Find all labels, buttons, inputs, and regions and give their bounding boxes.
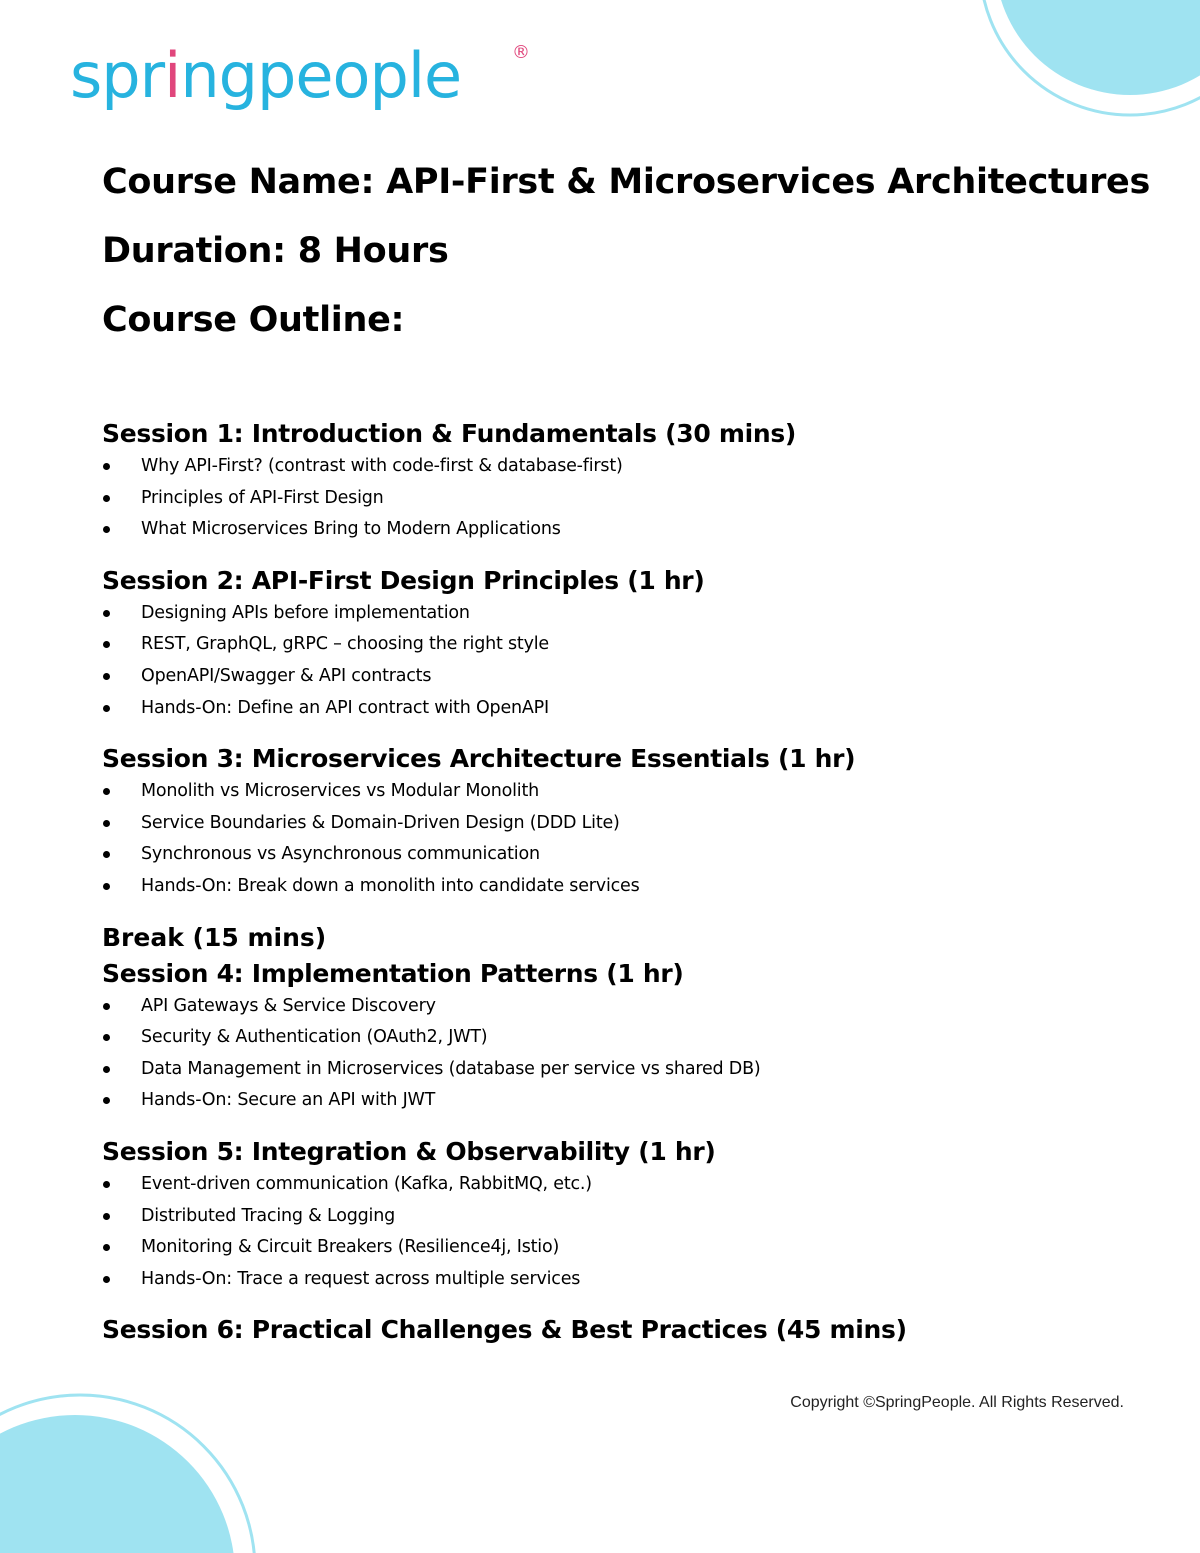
course-header <box>102 160 1151 367</box>
list-item: Hands-On: Trace a request across multiple services <box>102 1264 1102 1296</box>
bullet-icon <box>103 1244 110 1251</box>
session-4 <box>102 957 1102 1117</box>
bullet-icon <box>103 526 110 533</box>
session-topics <box>102 776 1102 902</box>
list-item: Security & Authentication (OAuth2, JWT) <box>102 1022 1102 1054</box>
list-item: Hands-On: Define an API contract with OpenAPI <box>102 693 1102 725</box>
bullet-icon <box>103 673 110 680</box>
session-6 <box>102 1313 1102 1347</box>
bullet-icon <box>103 610 110 617</box>
session-title: Session 4: Implementation Patterns (1 hr) <box>102 958 684 988</box>
session-3 <box>102 742 1102 902</box>
bullet-icon <box>103 1097 110 1104</box>
copyright-notice: Copyright ©SpringPeople. All Rights Reserved. <box>790 1394 1124 1411</box>
bullet-icon <box>103 495 110 502</box>
bullet-icon <box>103 641 110 648</box>
course-duration: Duration: 8 Hours <box>102 231 449 271</box>
bullet-icon <box>103 1003 110 1010</box>
bullet-icon <box>103 820 110 827</box>
list-item: Principles of API-First Design <box>102 483 1102 515</box>
session-topics <box>102 1169 1102 1295</box>
list-item: Synchronous vs Asynchronous communication <box>102 839 1102 871</box>
decorative-circle-bottom-left <box>0 1385 260 1553</box>
session-title: Session 3: Microservices Architecture Essentials (1 hr) <box>102 744 856 774</box>
session-title: Session 6: Practical Challenges & Best Practices (45 mins) <box>102 1315 907 1345</box>
session-title: Session 5: Integration & Observability (1 hr) <box>102 1136 716 1166</box>
list-item: Monolith vs Microservices vs Modular Monolith <box>102 776 1102 808</box>
list-item: Data Management in Microservices (database per service vs shared DB) <box>102 1054 1102 1086</box>
springpeople-logo <box>70 36 530 116</box>
list-item: Service Boundaries & Domain-Driven Design (DDD Lite) <box>102 808 1102 840</box>
session-1 <box>102 417 1102 546</box>
bullet-icon <box>103 788 110 795</box>
logo-wordmark: springpeople <box>70 39 462 112</box>
course-outline-heading: Course Outline: <box>102 300 405 340</box>
session-title: Session 1: Introduction & Fundamentals (30 mins) <box>102 419 797 448</box>
list-item: Designing APIs before implementation <box>102 598 1102 630</box>
session-5 <box>102 1135 1102 1295</box>
list-item: Event-driven communication (Kafka, RabbitMQ, etc.) <box>102 1169 1102 1201</box>
list-item: Hands-On: Break down a monolith into candidate services <box>102 871 1102 903</box>
break-label: Break (15 mins) <box>102 922 327 952</box>
bullet-icon <box>103 1034 110 1041</box>
list-item: Distributed Tracing & Logging <box>102 1201 1102 1233</box>
bullet-icon <box>103 1181 110 1188</box>
bullet-icon <box>103 883 110 890</box>
session-title: Session 2: API-First Design Principles (1 hr) <box>102 565 705 595</box>
bullet-icon <box>103 705 110 712</box>
session-topics <box>102 598 1102 724</box>
list-item: API Gateways & Service Discovery <box>102 991 1102 1023</box>
session-topics <box>102 991 1102 1117</box>
bullet-icon <box>103 851 110 858</box>
course-name: Course Name: API-First & Microservices Architectures <box>102 162 1151 202</box>
course-outline <box>102 417 1102 1347</box>
list-item: OpenAPI/Swagger & API contracts <box>102 661 1102 693</box>
list-item: What Microservices Bring to Modern Applications <box>102 514 1102 546</box>
bullet-icon <box>103 1213 110 1220</box>
bullet-icon <box>103 1066 110 1073</box>
session-2 <box>102 564 1102 724</box>
bullet-icon <box>103 463 110 470</box>
session-topics <box>102 451 1102 546</box>
decorative-circle-top-right <box>960 0 1200 150</box>
list-item: Why API-First? (contrast with code-first & database-first) <box>102 451 1102 483</box>
list-item: Monitoring & Circuit Breakers (Resilience4j, Istio) <box>102 1232 1102 1264</box>
list-item: Hands-On: Secure an API with JWT <box>102 1085 1102 1117</box>
list-item: REST, GraphQL, gRPC – choosing the right style <box>102 629 1102 661</box>
registered-mark: ® <box>512 42 530 63</box>
bullet-icon <box>103 1276 110 1283</box>
